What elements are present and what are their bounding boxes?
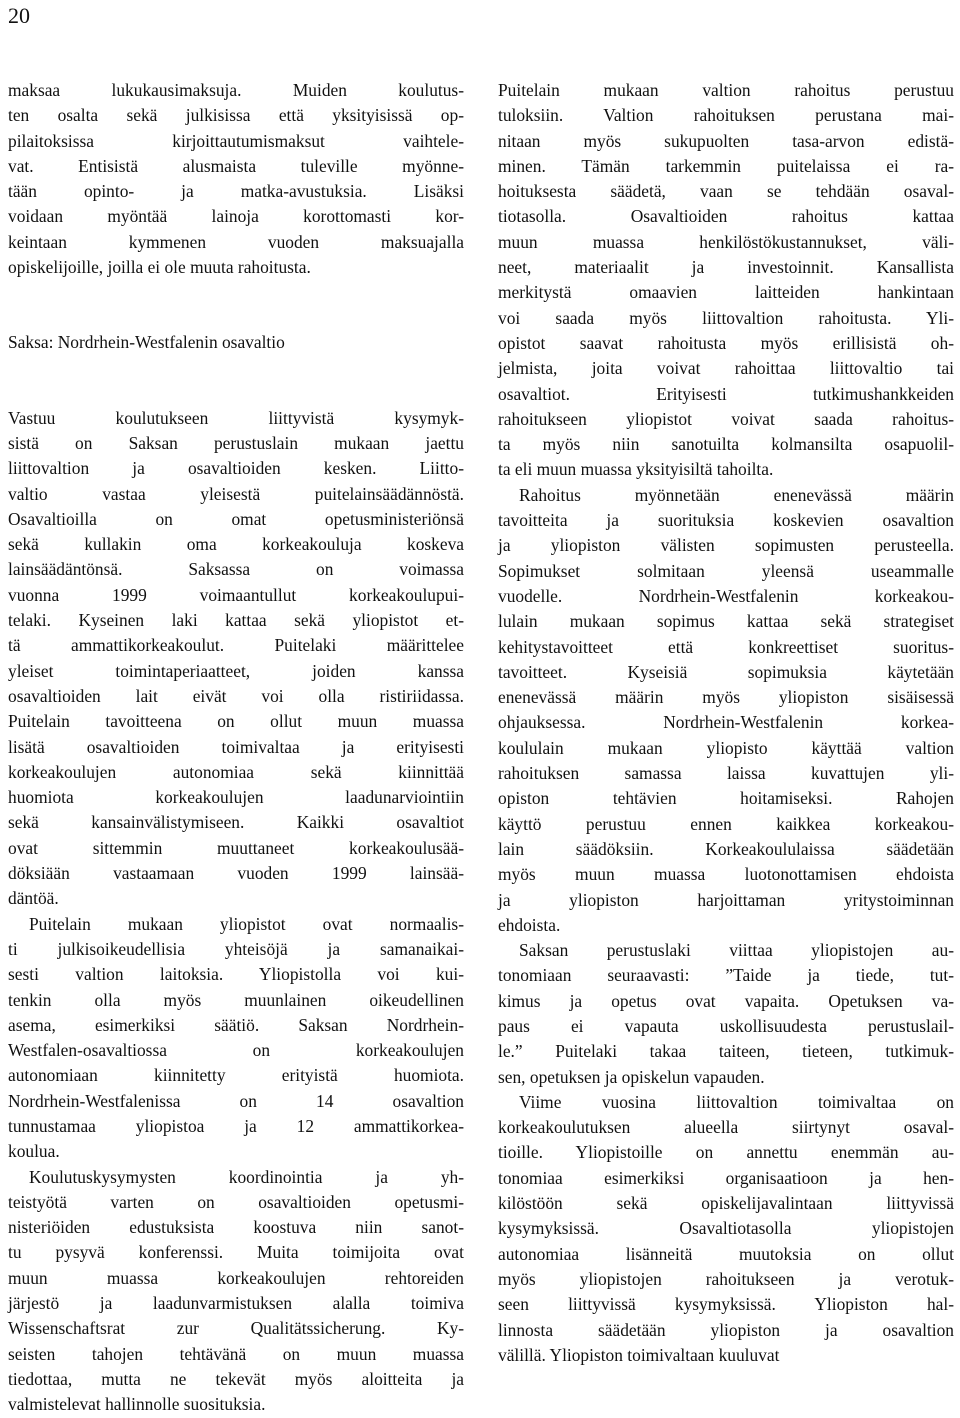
text-line: tu pysyvä konferenssi. Muita toimijoita ovat (8, 1242, 464, 1263)
right-paragraph-4 (498, 1090, 954, 1368)
text-line: le.” Puitelaki takaa taiteen, tieteen, tutkimuk- (498, 1041, 954, 1062)
text-line: osavaltiot. Erityisesti tutkimushankkeiden (498, 383, 954, 404)
text-line: Wissenschaftsrat zur Qualitätssicherung. Ky- (8, 1318, 464, 1339)
text-line: sekä kansainvälistymiseen. Kaikki osavaltiot (8, 812, 464, 833)
text-line: ja yliopiston harjoittaman yritystoiminnan (498, 889, 954, 910)
text-line: tonomiaa esimerkiksi organisaatioon ja hen- (498, 1167, 954, 1188)
text-line: yleiset toimintaperiaatteet, joiden kanssa (8, 660, 464, 681)
text-line: sekä kullakin oma korkeakouluja koskeva (8, 534, 464, 555)
text-line: seisten tahojen tehtävänä on muun muassa (8, 1343, 464, 1364)
text-line: tenkin olla myös muunlainen oikeudellinen (8, 989, 464, 1010)
text-line: lisätä osavaltioiden toimivaltaa ja erityisesti (8, 736, 464, 757)
text-line: tuloksiin. Valtion rahoituksen perustana mai- (498, 105, 954, 126)
text-line: asema, esimerkiksi säätiö. Saksan Nordrhein- (8, 1014, 464, 1035)
text-line: huomiota korkeakoulujen laadunarviointiin (8, 787, 464, 808)
text-line: välillä. Yliopiston toimivaltaan kuuluvat (498, 1344, 780, 1365)
text-line: lainsäädäntönsä. Saksassa on voimassa (8, 559, 464, 580)
text-line: tä ammattikorkeakoulut. Puitelaki määrittelee (8, 635, 464, 656)
text-line: opiskelijoille, joilla ei ole muuta rahoitusta. (8, 257, 311, 278)
text-line: koulua. (8, 1141, 60, 1162)
text-line: ta myös niin sanotuilta kolmansilta osapuolil- (498, 434, 954, 455)
text-line: ohjauksessa. Nordrhein-Westfalenin korkea- (498, 712, 954, 733)
body-paragraph-2 (8, 912, 464, 1165)
text-line: tavoitteita ja suorituksia koskevien osavaltion (498, 510, 954, 531)
body-paragraph-1 (8, 406, 464, 912)
text-line: käyttö perustuu ennen kaikkea korkeakou- (498, 813, 954, 834)
text-line: tunnustamaa yliopistoa ja 12 ammattikorkea- (8, 1115, 464, 1136)
text-line: jelmista, joita voivat rahoittaa liittovaltio tai (498, 358, 954, 379)
text-line: neet, materiaalit ja investoinnit. Kansallista (498, 257, 954, 278)
text-line: voi saada myös liittovaltion rahoitusta. Yli- (498, 307, 954, 328)
left-column (8, 78, 464, 1418)
text-line: myös yliopistojen rahoitukseen ja verotuk- (498, 1268, 954, 1289)
text-line: lulain mukaan sopimus kattaa sekä strategiset (498, 611, 954, 632)
text-line: autonomiaan kiinnitetty erityistä huomiota. (8, 1065, 464, 1086)
text-line: rahoitukseen yliopistot voivat saada rahoitus- (498, 408, 954, 429)
text-line: nitaan myös sukupuolten tasa-arvon edistä- (498, 130, 954, 151)
text-line: liittovaltion ja osavaltioiden kesken. Liitto- (8, 458, 464, 479)
text-line: pilaitoksissa kirjoittautumismaksut vaihtele- (8, 130, 464, 151)
text-line: Puitelain mukaan valtion rahoitus perustuu (498, 80, 954, 100)
text-line: Puitelain mukaan yliopistot ovat normaalis- (29, 913, 464, 934)
text-line: maksaa lukukausimaksuja. Muiden koulutus- (8, 80, 464, 100)
text-line: tiotasolla. Osavaltioiden rahoitus kattaa (498, 206, 954, 227)
text-line: ja yliopiston välisten sopimusten perusteella. (498, 535, 954, 556)
text-line: ehdoista. (498, 914, 561, 935)
text-line: opiston tehtävien hoitamiseksi. Rahojen (498, 788, 954, 809)
text-line: sen, opetuksen ja opiskelun vapauden. (498, 1066, 765, 1087)
text-line: enenevässä määrin myös yliopiston sisäisessä (498, 687, 954, 708)
text-line: Koulutuskysymysten koordinointia ja yh- (29, 1166, 464, 1187)
text-line: rahoituksen samassa laissa kuvattujen yli- (498, 763, 954, 784)
text-line: ovat sittemmin muuttaneet korkeakoulusää- (8, 837, 464, 858)
text-line: autonomiaa lisänneitä muutoksia on ollut (498, 1243, 954, 1264)
text-line: Viime vuosina liittovaltion toimivaltaa on (519, 1091, 954, 1112)
text-line: keintaan kymmenen vuoden maksuajalla (8, 231, 464, 252)
text-line: tonomiaan seuraavasti: ”Taide ja tiede, tut- (498, 965, 954, 986)
text-line: merkitystä omaavien laitteiden hankintaan (498, 282, 954, 303)
text-line: vuonna 1999 voimaantullut korkeakoulupui- (8, 584, 464, 605)
text-line: Saksan perustuslaki viittaa yliopistojen au- (519, 940, 954, 961)
right-paragraph-3 (498, 938, 954, 1090)
right-paragraph-1 (498, 78, 954, 483)
text-line: sesti valtion laitoksia. Yliopistolla voi kui- (8, 964, 464, 985)
intro-paragraph (8, 78, 464, 280)
text-line: Nordrhein-Westfalenissa on 14 osavaltion (8, 1090, 464, 1111)
text-line: sistä on Saksan perustuslain mukaan jaettu (8, 432, 464, 453)
text-line: valmistelevat hallinnolle suosituksia. (8, 1394, 266, 1415)
text-line: kysymyksissä. Osavaltiotasolla yliopistojen (498, 1218, 954, 1239)
text-line: lain säädöksiin. Korkeakoululaissa säädetään (498, 838, 954, 859)
text-line: teistyötä varten on osavaltioiden opetusmi- (8, 1191, 464, 1212)
right-paragraph-2 (498, 483, 954, 938)
text-line: vat. Entisistä alusmaista tuleville myönne- (8, 155, 464, 176)
text-line: kehitystavoitteet että konkreettiset suoritus- (498, 636, 954, 657)
text-line: tavoitteet. Kyseisiä sopimuksia käytetään (498, 661, 954, 682)
text-line: muun muassa henkilöstökustannukset, väli- (498, 231, 954, 252)
text-line: koululain mukaan yliopisto käyttää valtion (498, 737, 954, 758)
text-line: döksiään vastaamaan vuoden 1999 lainsää- (8, 863, 464, 884)
text-line: nisteriöiden edustuksista koostuva niin sanot- (8, 1217, 464, 1238)
text-line: däntöä. (8, 888, 59, 909)
text-line: linnosta säädetään yliopiston ja osavaltion (498, 1319, 954, 1340)
text-line: kilöstöön sekä opiskelijavalintaan liittyvissä (498, 1193, 954, 1214)
page-number: 20 (8, 3, 30, 28)
section-heading: Saksa: Nordrhein-Westfalenin osavaltio (8, 332, 285, 353)
text-line: tään opinto- ja matka-avustuksia. Lisäksi (8, 181, 464, 202)
text-line: hoituksesta säädetä, vaan se tehdään osaval- (498, 181, 954, 202)
text-line: korkeakoulutuksen alueella siirtynyt osaval- (498, 1117, 954, 1138)
text-line: minen. Tämän tarkemmin puitelaissa ei ra- (498, 155, 954, 176)
text-line: järjestö ja laadunvarmistuksen alalla toimiva (8, 1293, 464, 1314)
text-line: vuodelle. Nordrhein-Westfalenin korkeakou- (498, 585, 954, 606)
text-line: Osavaltioilla on omat opetusministeriönsä (8, 508, 464, 529)
text-line: ta eli muun muassa yksityisiltä tahoilta. (498, 459, 774, 480)
text-line: Vastuu koulutukseen liittyvistä kysymyk- (8, 407, 464, 428)
text-line: Westfalen-osavaltiossa on korkeakoulujen (8, 1040, 464, 1061)
text-line: seen liittyvissä kysymyksissä. Yliopiston hal- (498, 1294, 954, 1315)
right-column (498, 78, 954, 1368)
text-line: Puitelain tavoitteena on ollut muun muassa (8, 711, 464, 732)
text-line: kimus ja opetus ovat vapaita. Opetuksen va- (498, 990, 954, 1011)
text-line: valtio vastaa yleisestä puitelainsäädännöstä. (8, 483, 464, 504)
text-line: tiedottaa, mutta ne tekevät myös aloitteita ja (8, 1368, 464, 1389)
body-paragraph-3 (8, 1165, 464, 1418)
text-line: Rahoitus myönnetään enenevässä määrin (519, 484, 954, 505)
text-line: osavaltioiden lait eivät voi olla ristiriidassa. (8, 685, 464, 706)
text-line: muun muassa korkeakoulujen rehtoreiden (8, 1267, 464, 1288)
text-line: korkeakoulujen autonomiaa sekä kiinnittää (8, 761, 464, 782)
text-line: ti julkisoikeudellisia yhteisöjä ja samanaikai- (8, 938, 464, 959)
text-line: Sopimukset solmitaan yleensä useammalle (498, 560, 954, 581)
text-line: opistot saavat rahoitusta myös erillisistä oh- (498, 332, 954, 353)
text-line: paus ei vapauta uskollisuudesta perustuslail- (498, 1015, 954, 1036)
text-line: ten osalta sekä julkisissa että yksityisissä op- (8, 105, 464, 126)
text-line: voidaan myöntää lainoja korottomasti kor- (8, 206, 464, 227)
text-line: telaki. Kyseinen laki kattaa sekä yliopistot et- (8, 610, 464, 631)
text-line: myös muun muassa luotonottamisen ehdoista (498, 864, 954, 885)
text-line: tioille. Yliopistoille on annettu enemmän au- (498, 1142, 954, 1163)
